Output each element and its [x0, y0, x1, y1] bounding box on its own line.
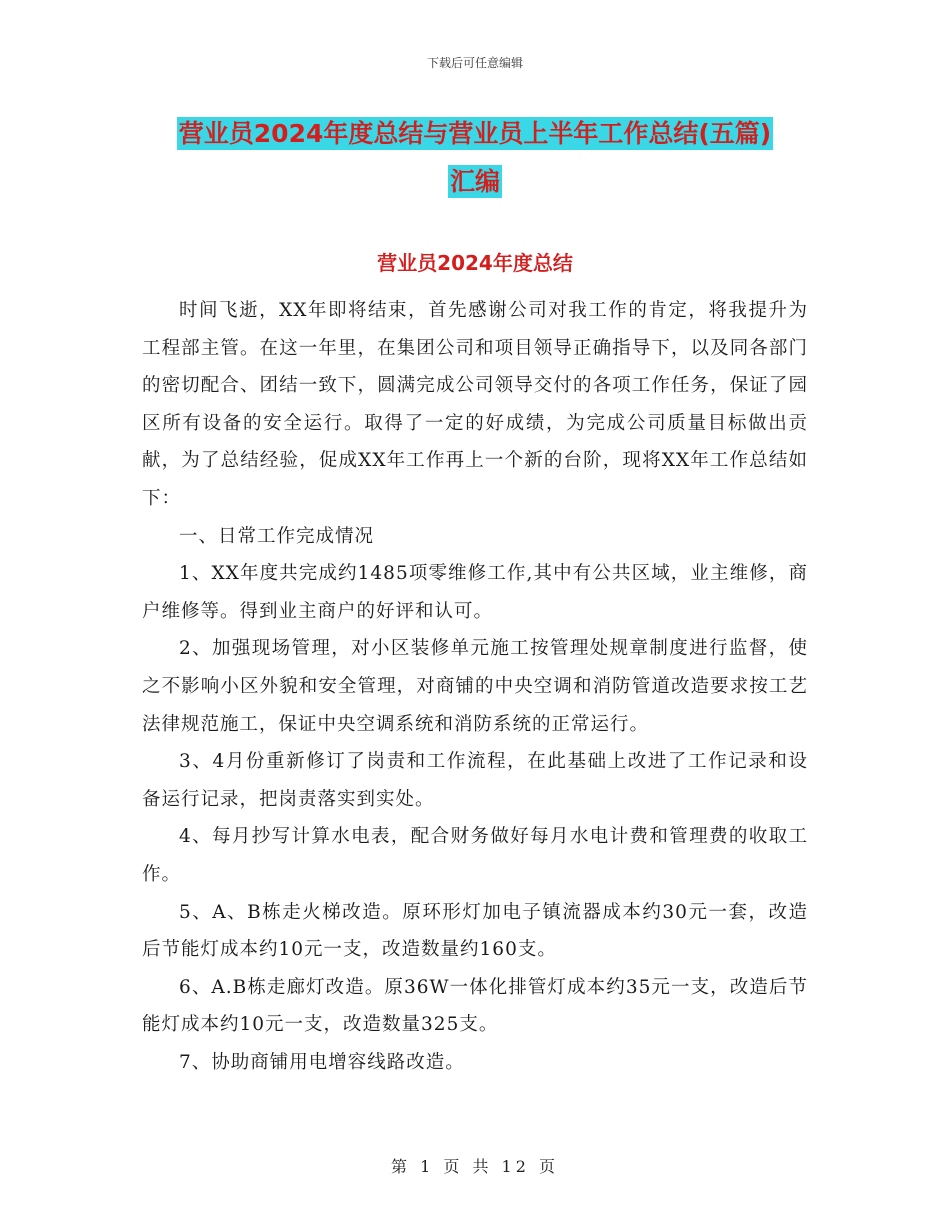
paragraph-item-7: 7、协助商铺用电增容线路改造。 — [179, 1051, 465, 1073]
paragraph-heading-1: 一、日常工作完成情况 — [179, 525, 375, 547]
paragraph-item-6: 6、A.B栋走廊灯改造。原36W一体化排管灯成本约35元一支，改造后节能灯成本约10元一支，改造数量325支。 — [142, 976, 808, 1036]
page-header-note: 下载后可任意编辑 — [426, 56, 523, 70]
paragraph-intro: 时间飞逝，XX年即将结束，首先感谢公司对我工作的肯定，将我提升为工程部主管。在这一年里，在集团公司和项目领导正确指导下，以及同各部门的密切配合、团结一致下，圆满完成公司领导交付的各项工作任务，保证了园区所有设备的安全运行。取得了一定的好成绩，为完成公司质量目标做出贡献，为了总结经验，促成XX年工作再上一个新的台阶，现将XX年工作总结如下： — [142, 300, 808, 509]
paragraph-item-2: 2、加强现场管理，对小区装修单元施工按管理处规章制度进行监督，使之不影响小区外貌和安全管理，对商铺的中央空调和消防管道改造要求按工艺法律规范施工，保证中央空调系统和消防系统的正常运行。 — [142, 638, 808, 735]
page-footer: 第 1 页 共 12 页 — [391, 1157, 559, 1176]
document-title — [142, 110, 808, 206]
title-line-2: 汇编 — [449, 167, 500, 196]
document-body — [142, 292, 808, 1081]
paragraph-item-5: 5、A、B栋走火梯改造。原环形灯加电子镇流器成本约30元一套，改造后节能灯成本约10元一支，改造数量约160支。 — [142, 901, 808, 961]
paragraph-item-1: 1、XX年度共完成约1485项零维修工作,其中有公共区域，业主维修，商户维修等。得到业主商户的好评和认可。 — [142, 563, 808, 622]
paragraph-item-3: 3、4月份重新修订了岗责和工作流程，在此基础上改进了工作记录和设备运行记录，把岗责落实到实处。 — [142, 751, 808, 810]
paragraph-item-4: 4、每月抄写计算水电表，配合财务做好每月水电计费和管理费的收取工作。 — [142, 826, 808, 885]
section-title: 营业员2024年度总结 — [377, 251, 573, 275]
title-line-1: 营业员2024年度总结与营业员上半年工作总结(五篇) — [178, 119, 772, 148]
